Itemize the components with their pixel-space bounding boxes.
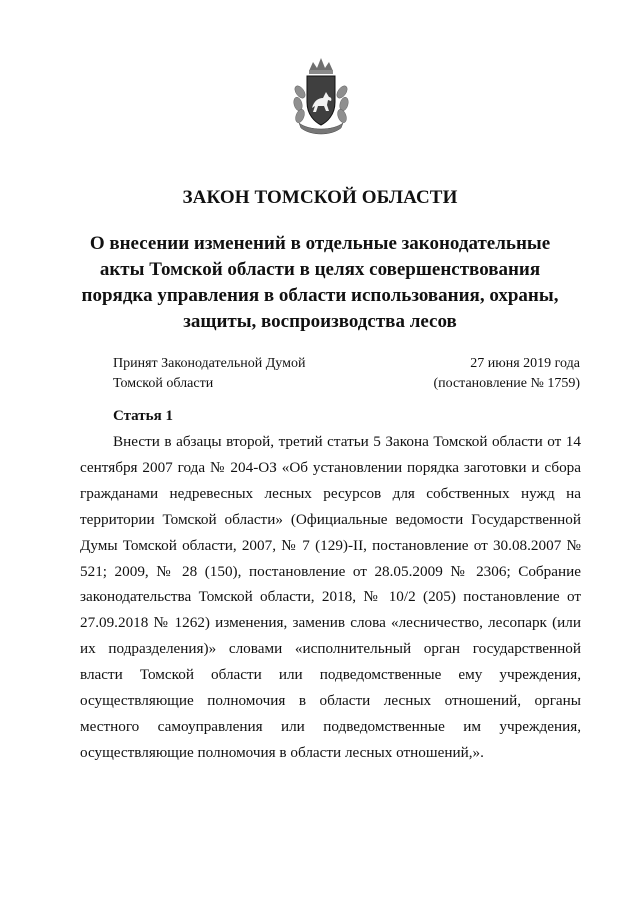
adoption-date-line: 27 июня 2019 года [470,356,580,371]
adoption-date [360,354,580,394]
adopted-by-line: Принят Законодательной Думой [113,356,306,371]
document-heading [40,231,600,335]
article-title: Статья 1 [113,408,173,424]
heading-line: О внесении изменений в отдельные законодательные [89,233,551,254]
adopted-by [113,354,373,394]
resolution-number-line: (постановление № 1759) [433,376,580,391]
tomsk-oblast-coat-of-arms-icon [289,53,353,137]
heading-line: акты Томской области в целях совершенствования [99,259,541,280]
heading-line: защиты, воспроизводства лесов [183,311,457,332]
heading-line: порядка управления в области использования, охраны, [81,285,559,306]
article-body: Внести в абзацы второй, третий статьи 5 Закона Томской области от 14 сентября 2007 года № 204-ОЗ «Об установлении порядка заготовки и сбора гражданами недревесных лесных ресурсов для собственных нужд на территории Томской области» (Официальные ведомости Государственной Думы Томской области, 2007, № 7 (129)-II, постановление от 30.08.2007 № 521; 2009, № 28 (150), постановление от 28.05.2009 № 2306; Собрание законодательства Томской области, 2018, № 10/2 (205) постановление от 27.09.2018 № 1262) изменения, заменив слова «лесничество, лесопарк (или их подразделения)» словами «исполнительный орган государственной власти Томской области или подведомственные ему учреждения, осуществляющие полномочия в области лесных отношений, органы местного самоуправления или подведомственные им учреждения, осуществляющие полномочия в области лесных отношений,». [80,433,581,761]
adopted-by-line: Томской области [113,376,214,391]
law-title: ЗАКОН ТОМСКОЙ ОБЛАСТИ [182,187,458,208]
